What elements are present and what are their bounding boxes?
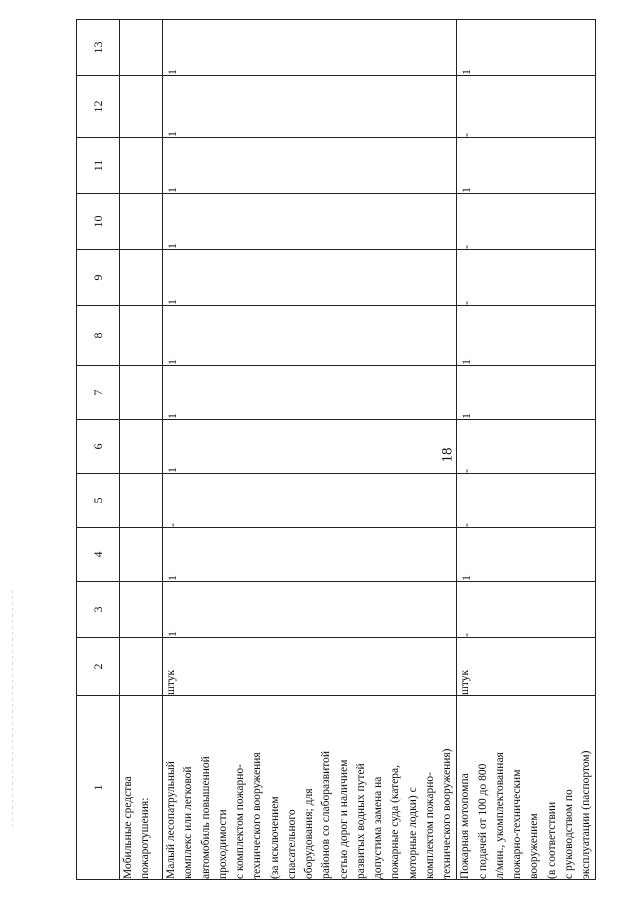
item-name-line: пожарные суда (катера, — [389, 765, 402, 879]
value-cell: - — [457, 194, 596, 250]
item-name-line: пожаротушения: — [139, 797, 152, 879]
table-row — [457, 20, 596, 880]
value-cell — [120, 250, 163, 306]
header-cell: 8 — [77, 306, 120, 366]
item-name-line: проходимости — [216, 809, 229, 879]
unit-cell: штук — [163, 638, 457, 696]
item-name-line: пожарно-техническим — [511, 769, 523, 879]
item-name-line: допустима замена на — [372, 776, 384, 879]
value-cell — [120, 194, 163, 250]
value-cell: 1 — [163, 582, 457, 638]
value-cell: 1 — [163, 306, 457, 366]
value-cell: - — [457, 474, 596, 528]
value-cell: 1 — [163, 76, 457, 138]
item-name-line: спасательного — [285, 809, 298, 879]
value-cell: 1 — [163, 528, 457, 582]
value-cell: - — [457, 250, 596, 306]
header-cell: 4 — [77, 528, 120, 582]
value-cell: 1 — [457, 366, 596, 420]
value-cell — [120, 366, 163, 420]
table-row — [163, 20, 457, 880]
item-name-line: (за исключением — [268, 796, 281, 879]
value-cell — [120, 582, 163, 638]
header-cell: 9 — [77, 250, 120, 306]
header-cell: 11 — [77, 138, 120, 194]
value-cell — [120, 474, 163, 528]
header-cell: 10 — [77, 194, 120, 250]
value-cell — [120, 20, 163, 76]
header-row — [77, 20, 120, 880]
item-name-line: комплекс или легковой — [182, 766, 195, 879]
value-cell — [120, 420, 163, 474]
scan-margin-mark — [12, 590, 13, 830]
item-name-cell — [120, 696, 163, 880]
value-cell: - — [457, 76, 596, 138]
item-name-line: л/мин., укомплектованная — [493, 752, 506, 879]
value-cell: 1 — [457, 20, 596, 76]
item-name-line: с подачей от 100 до 800 — [476, 763, 489, 879]
value-cell: 1 — [163, 194, 457, 250]
item-name-line: технического вооружения — [251, 752, 264, 879]
header-cell: 1 — [77, 696, 120, 880]
header-cell: 2 — [77, 638, 120, 696]
item-name-line: технического вооружения) — [441, 748, 453, 879]
header-cell: 13 — [77, 20, 120, 76]
header-cell: 12 — [77, 76, 120, 138]
value-cell: 1 — [457, 306, 596, 366]
header-cell: 3 — [77, 582, 120, 638]
value-cell — [120, 76, 163, 138]
value-cell: 1 — [163, 420, 457, 474]
item-name-line: эксплуатации (паспортом) — [580, 750, 592, 879]
header-cell: 5 — [77, 474, 120, 528]
item-name-line: Мобильные средства — [122, 776, 134, 879]
value-cell: 1 — [163, 366, 457, 420]
value-cell: 1 — [163, 250, 457, 306]
item-name-line: оборудования; для — [303, 788, 315, 879]
item-name-cell — [457, 696, 596, 880]
unit-cell — [120, 638, 163, 696]
item-name-cell — [163, 696, 457, 880]
header-cell: 7 — [77, 366, 120, 420]
item-name-line: районов со слаборазвитой — [320, 750, 333, 879]
item-name-line: автомобиль повышенной — [199, 756, 212, 879]
value-cell: - — [163, 474, 457, 528]
item-name-line: с руководством по — [562, 789, 575, 879]
value-cell — [120, 306, 163, 366]
table-row — [120, 20, 163, 880]
value-cell: 1 — [163, 20, 457, 76]
item-name-line: сетью дорог и наличием — [337, 759, 350, 879]
item-name-line: развитых водных путей — [354, 763, 367, 879]
value-cell: - — [457, 420, 596, 474]
page-number: 18 — [439, 447, 456, 463]
value-cell: 1 — [163, 138, 457, 194]
unit-cell: штук — [457, 638, 596, 696]
item-name-line: (в соответствии — [545, 801, 558, 879]
value-cell: 1 — [457, 138, 596, 194]
value-cell — [120, 138, 163, 194]
item-name-line: Малый лесопатрульный — [165, 761, 177, 879]
value-cell — [120, 528, 163, 582]
value-cell: - — [457, 582, 596, 638]
item-name-line: Пожарная мотопомпа — [459, 773, 472, 879]
item-name-line: комплектом пожарно- — [423, 772, 436, 879]
value-cell: 1 — [457, 528, 596, 582]
item-name-line: моторные лодки) с — [406, 787, 419, 879]
item-name-line: с комплектом пожарно- — [234, 764, 246, 879]
item-name-line: вооружением — [528, 813, 541, 879]
header-cell: 6 — [77, 420, 120, 474]
equipment-norms-table — [76, 19, 596, 880]
